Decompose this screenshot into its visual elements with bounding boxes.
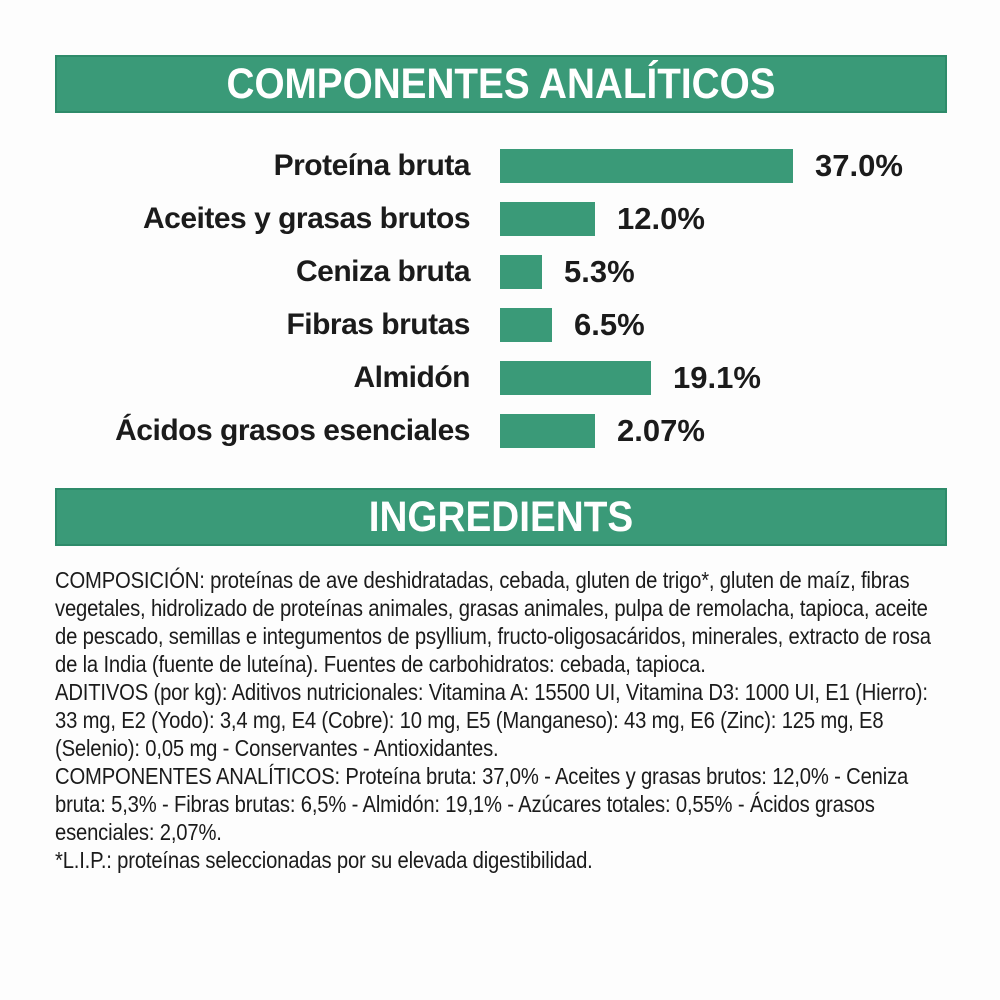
chart-row bbox=[0, 139, 1000, 192]
chart-category-label: Proteína bruta bbox=[273, 148, 470, 182]
ingredients-paragraph: *L.I.P.: proteínas seleccionadas por su elevada digestibilidad. bbox=[55, 847, 593, 873]
ingredients-paragraph: COMPOSICIÓN: proteínas de ave deshidratadas, cebada, gluten de trigo*, gluten de maíz, fibras vegetales, hidrolizado de proteínas animales, grasas animales, pulpa de remolacha, tapioca, aceite de pescado, semillas e integumentos de psyllium, fructo-oligosacáridos, minerales, extracto de rosa de la India (fuente de luteína). Fuentes de carbohidratos: cebada, tapioca. bbox=[55, 567, 931, 677]
chart-bar bbox=[500, 149, 793, 183]
chart-row bbox=[0, 351, 1000, 404]
chart-bar bbox=[500, 255, 542, 289]
ingredients-paragraph: COMPONENTES ANALÍTICOS: Proteína bruta: 37,0% - Aceites y grasas brutos: 12,0% - Ceniza bruta: 5,3% - Fibras brutas: 6,5% - Almidón: 19,1% - Azúcares totales: 0,55% - Ácidos grasos esenciales: 2,07%. bbox=[55, 763, 909, 845]
chart-value-label: 5.3% bbox=[564, 253, 635, 289]
chart-row bbox=[0, 192, 1000, 245]
chart-value-label: 2.07% bbox=[617, 412, 705, 448]
chart-value-label: 12.0% bbox=[617, 200, 705, 236]
chart-value-label: 19.1% bbox=[673, 359, 761, 395]
ingredients-header-band bbox=[55, 488, 947, 546]
chart-bar bbox=[500, 361, 651, 395]
chart-category-label: Ácidos grasos esenciales bbox=[115, 413, 470, 447]
chart-value-label: 6.5% bbox=[574, 306, 645, 342]
chart-bar bbox=[500, 308, 552, 342]
chart-category-label: Aceites y grasas brutos bbox=[143, 201, 470, 235]
ingredients-paragraph: ADITIVOS (por kg): Aditivos nutricionales: Vitamina A: 15500 UI, Vitamina D3: 1000 UI, E1 (Hierro): 33 mg, E2 (Yodo): 3,4 mg, E4 (Cobre): 10 mg, E5 (Manganeso): 43 mg, E6 (Zinc): 125 mg, E8 (Selenio): 0,05 mg - Conservantes - Antioxidantes. bbox=[55, 679, 928, 761]
ingredients-text-block bbox=[55, 566, 948, 874]
chart-bar bbox=[500, 202, 595, 236]
analytics-header-title: COMPONENTES ANALÍTICOS bbox=[226, 59, 776, 108]
chart-bar bbox=[500, 414, 595, 448]
chart-category-label: Almidón bbox=[353, 360, 470, 394]
chart-row bbox=[0, 298, 1000, 351]
chart-value-label: 37.0% bbox=[815, 147, 903, 183]
analytics-header-band bbox=[55, 55, 947, 113]
analytics-bar-chart bbox=[0, 139, 1000, 457]
chart-row bbox=[0, 245, 1000, 298]
ingredients-header-title: INGREDIENTS bbox=[368, 492, 634, 541]
chart-category-label: Fibras brutas bbox=[286, 307, 470, 341]
chart-row bbox=[0, 404, 1000, 457]
chart-category-label: Ceniza bruta bbox=[295, 254, 470, 288]
